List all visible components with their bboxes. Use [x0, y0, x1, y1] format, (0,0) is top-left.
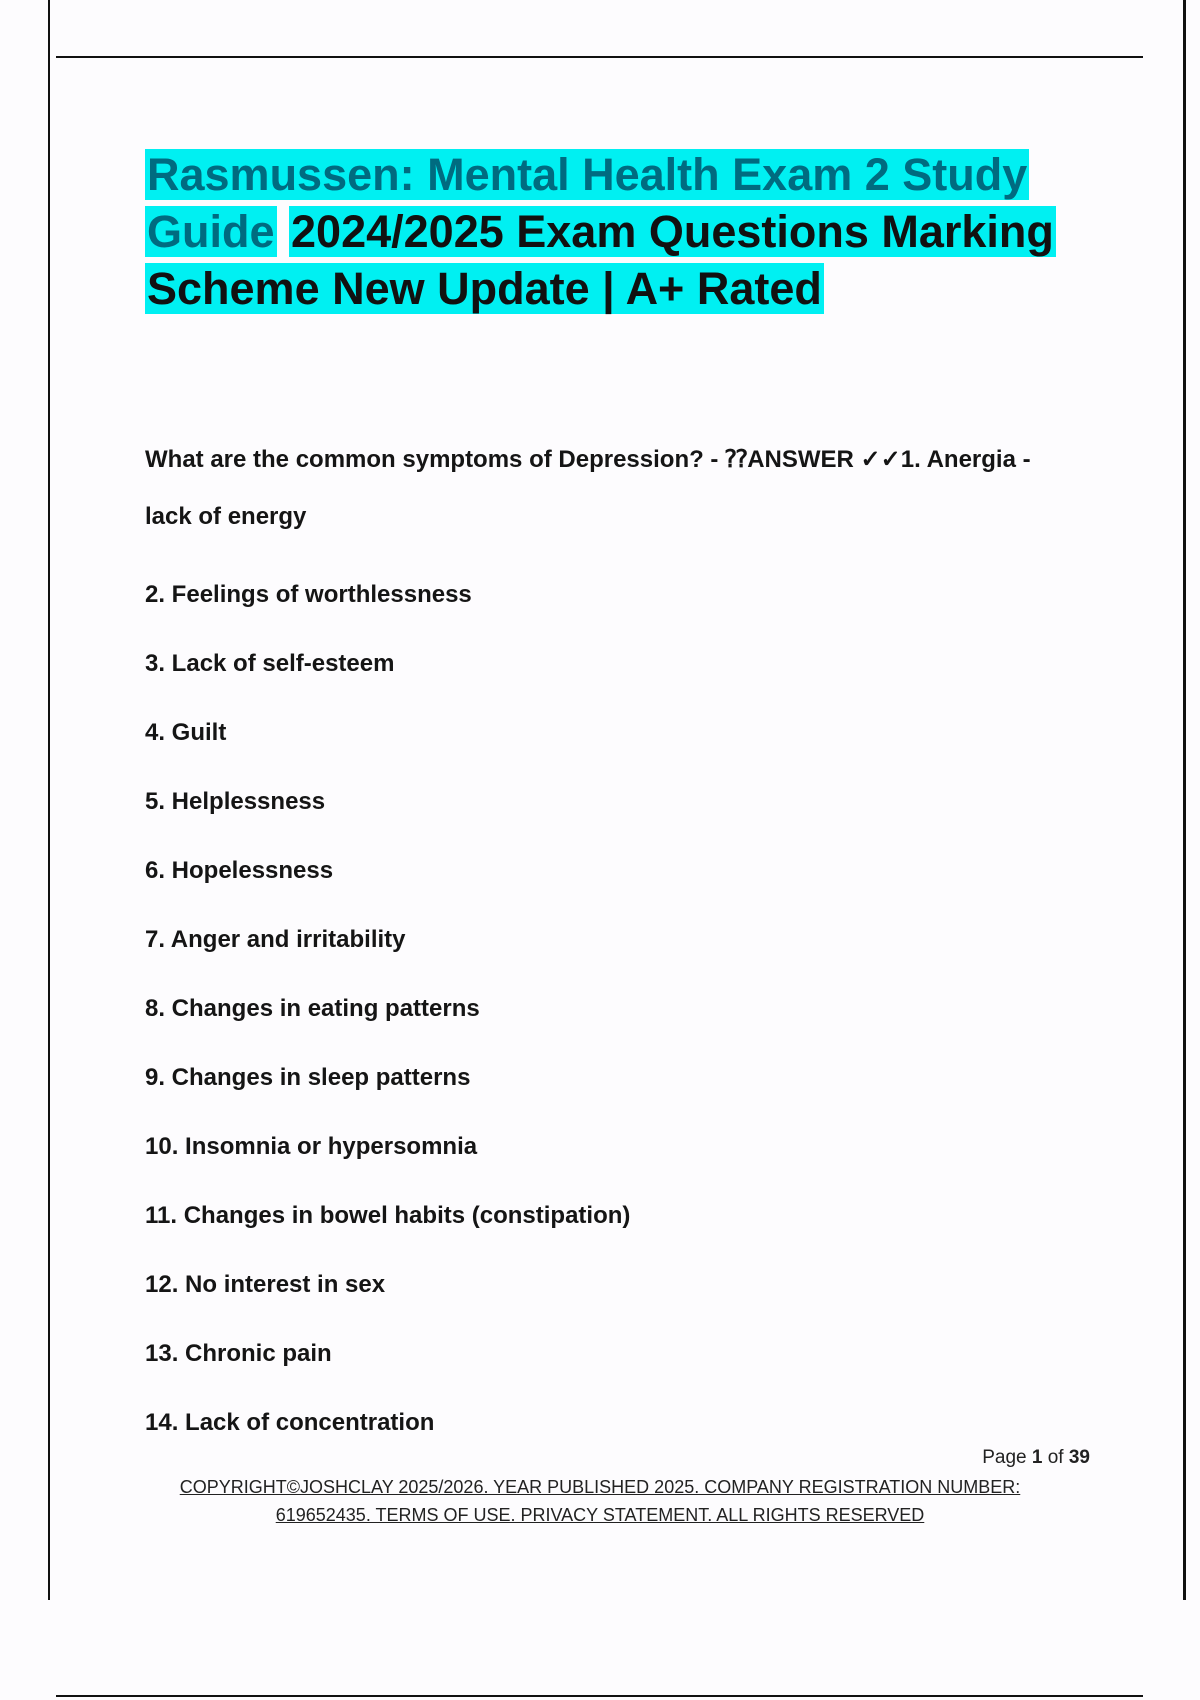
answer-item: 11. Changes in bowel habits (constipation): [145, 1202, 631, 1229]
document-title: [145, 146, 1075, 317]
title-part-2: 2024/2025 Exam Questions Marking Scheme New Update | A+ Rated: [147, 206, 1054, 314]
answer-first-continuation: lack of energy: [145, 503, 307, 530]
answer-item: 5. Helplessness: [145, 788, 326, 815]
top-rule: [56, 56, 1143, 58]
answer-item: 14. Lack of concentration: [145, 1409, 435, 1436]
answer-item: 13. Chronic pain: [145, 1340, 332, 1367]
answer-item: 4. Guilt: [145, 719, 227, 746]
answer-item: 9. Changes in sleep patterns: [145, 1064, 471, 1091]
page-number: [960, 1447, 1090, 1469]
page-label: Page: [982, 1447, 1027, 1468]
answer-item: 7. Anger and irritability: [145, 926, 406, 953]
copyright-line-1: COPYRIGHT©JOSHCLAY 2025/2026. YEAR PUBLISHED 2025. COMPANY REGISTRATION NUMBER:: [179, 1477, 1021, 1497]
answer-item: 3. Lack of self-esteem: [145, 650, 395, 677]
answer-list: [145, 580, 630, 1477]
question-text: What are the common symptoms of Depression? -: [145, 446, 719, 473]
answer-item: 12. No interest in sex: [145, 1271, 386, 1298]
page-current: 1: [1031, 1447, 1043, 1468]
page-border-left: [48, 0, 50, 1600]
page-border-right: [1183, 0, 1186, 1600]
answer-item: 8. Changes in eating patterns: [145, 995, 480, 1022]
answer-prefix: ⁇ANSWER ✓✓: [725, 446, 901, 473]
title-part-1: Rasmussen: Mental Health Exam 2 Study Guide: [147, 149, 1028, 257]
copyright-line-2: 619652435. TERMS OF USE. PRIVACY STATEMENT. ALL RIGHTS RESERVED: [275, 1505, 925, 1525]
bottom-rule: [56, 1695, 1143, 1697]
answer-item: 2. Feelings of worthlessness: [145, 581, 472, 608]
answer-item: 6. Hopelessness: [145, 857, 334, 884]
question-block: [145, 437, 1085, 530]
question-line: [145, 437, 1085, 483]
page-total: 39: [1068, 1447, 1090, 1468]
answer-item: 10. Insomnia or hypersomnia: [145, 1133, 478, 1160]
copyright-footer: [150, 1473, 1050, 1529]
page-of: of: [1047, 1447, 1064, 1468]
answer-first-item: 1. Anergia -: [900, 446, 1031, 473]
